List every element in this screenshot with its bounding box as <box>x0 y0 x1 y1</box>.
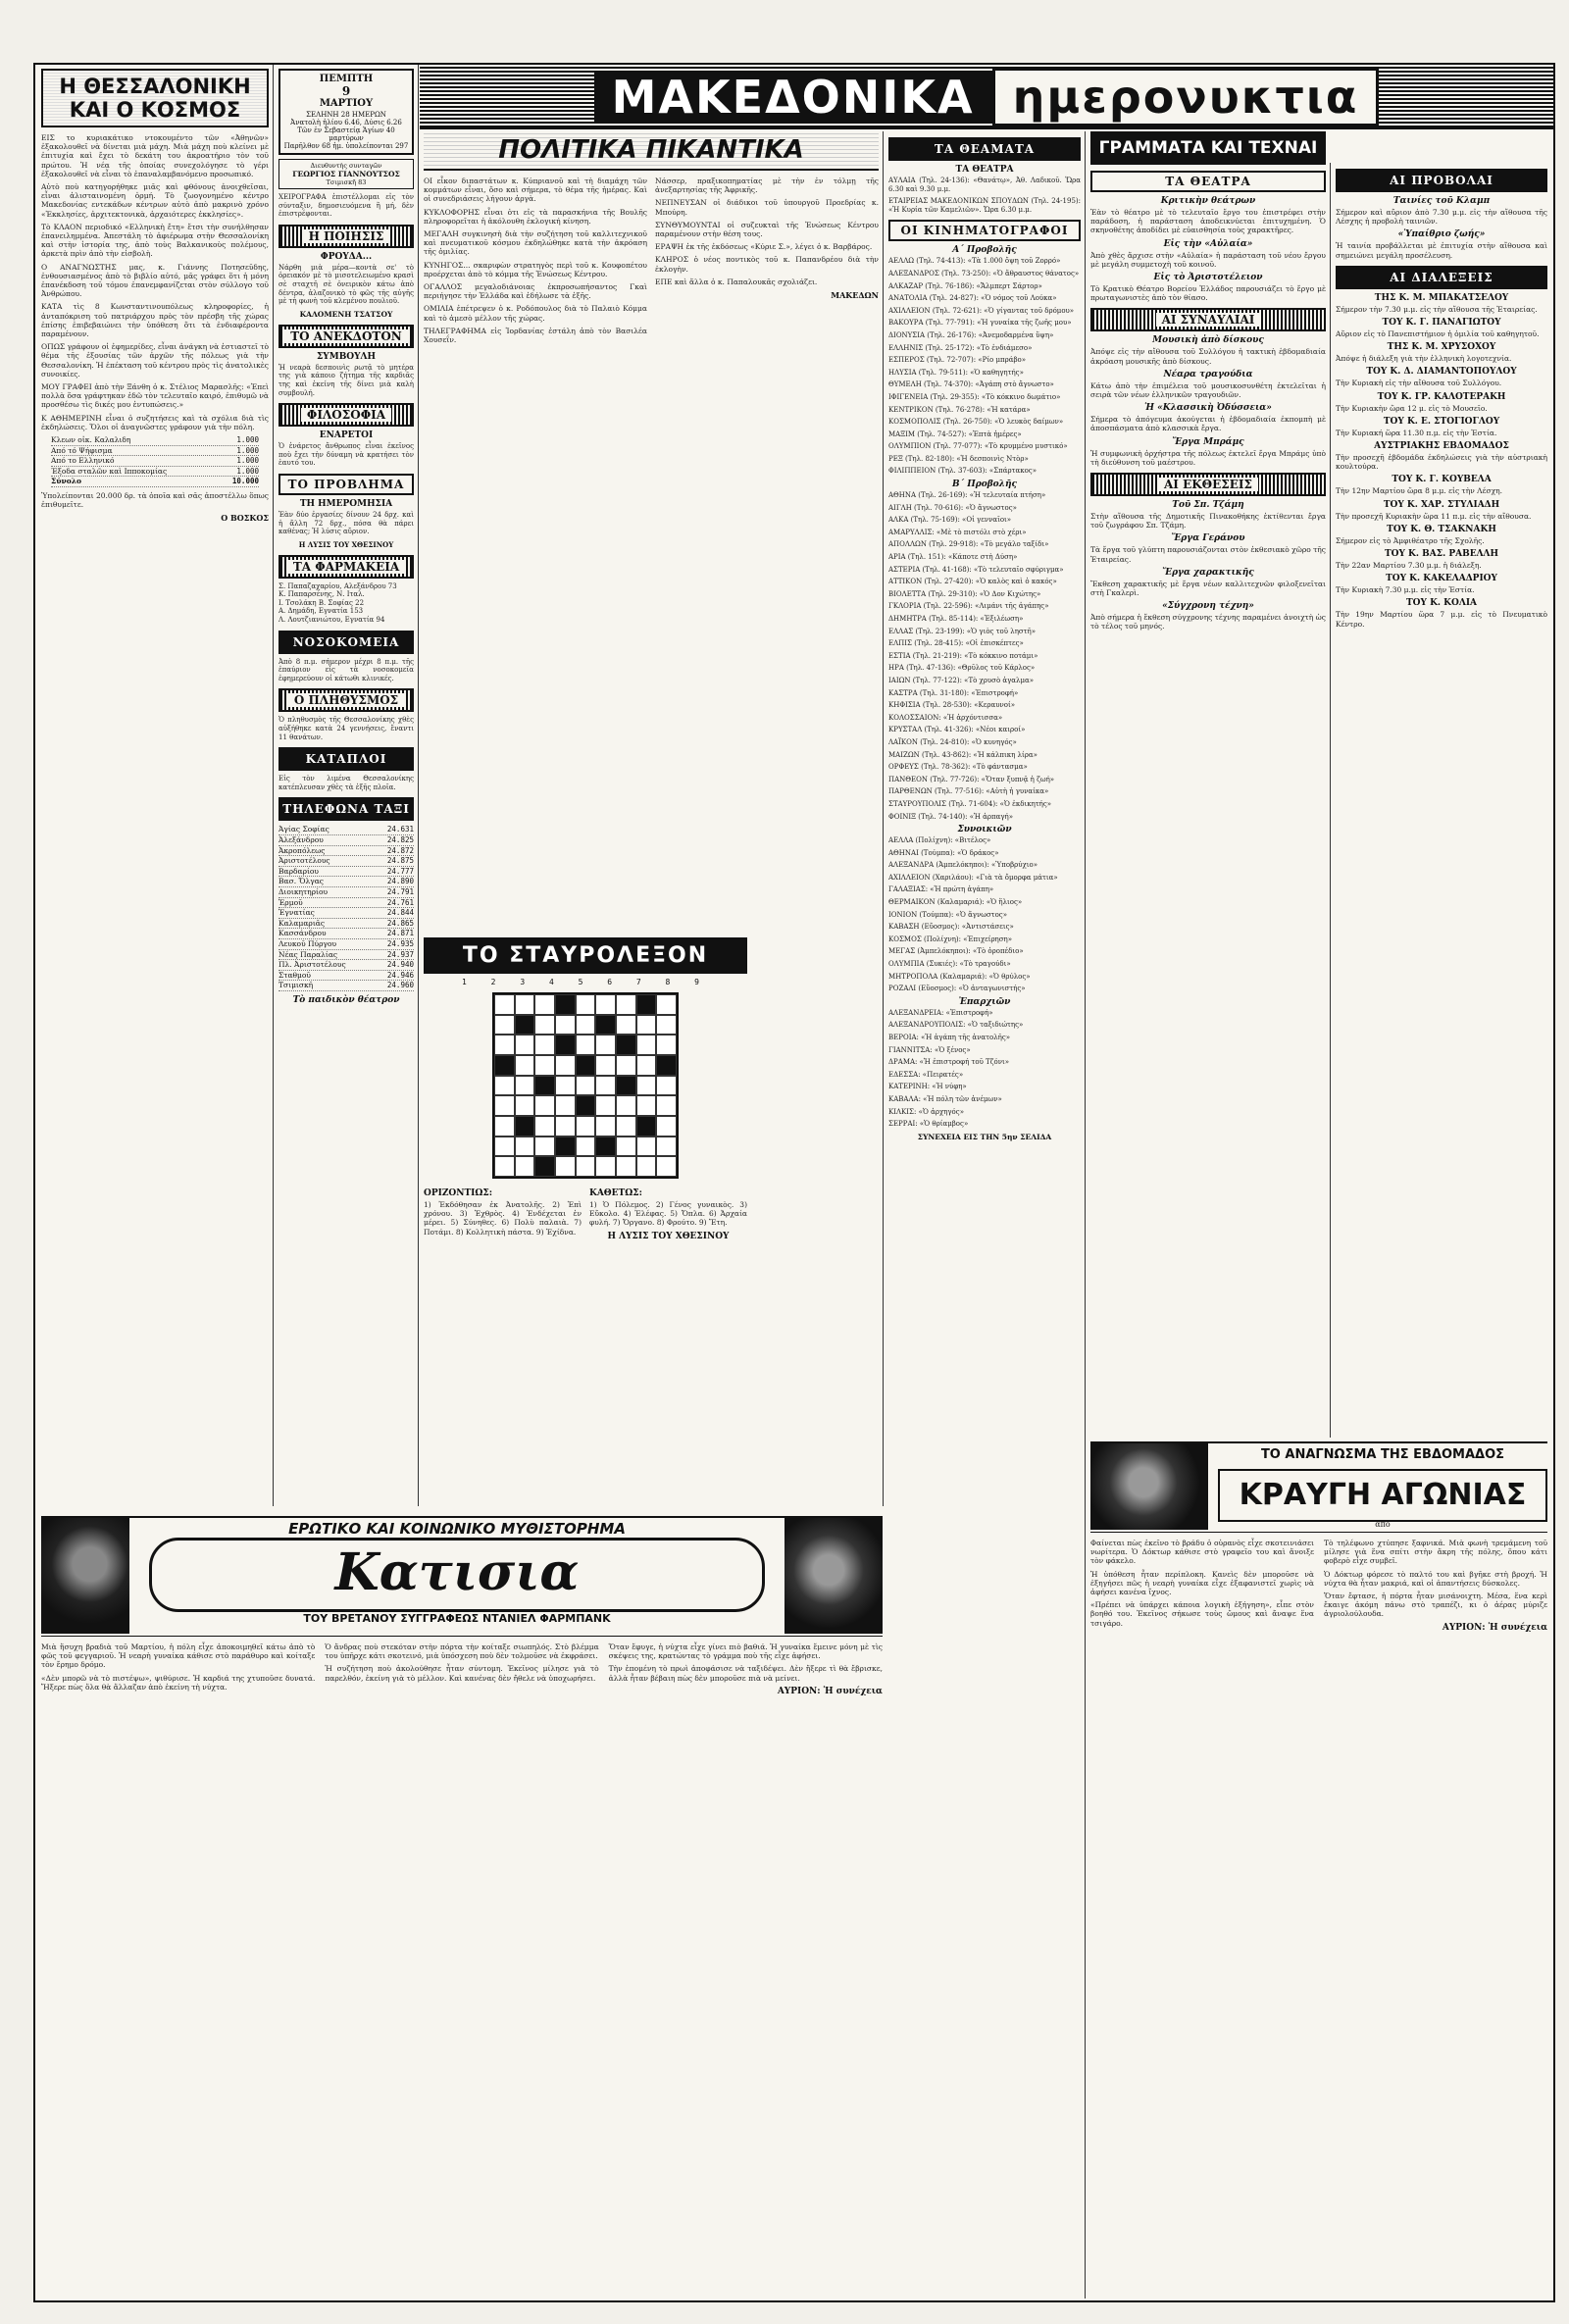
list-item: ΙΟΝΙΟΝ (Τούμπα): «Ὁ ἄγνωστος» <box>888 910 1008 919</box>
list-item: Από το Ελληνικό 1.000 <box>51 456 259 466</box>
list-item: ΑΡΙΑ (Τηλ. 151): «Κάποτε στὴ Δύση» <box>888 553 1018 562</box>
crossword-grid[interactable] <box>492 992 679 1179</box>
list-item: Κασσάνδρου 24.871 <box>278 929 414 938</box>
list-item: ΚΡΥΣΤΑΛ (Τηλ. 41-326): «Νέοι καιροί» <box>888 726 1026 734</box>
philosophy-text: Ὁ ἐνάρετος ἄνθρωπος εἶναι ἐκεῖνος ποὺ ἔχει τὴν δύναμη νὰ κρατήσει τὸν ἑαυτό του. <box>278 442 414 468</box>
provinces-list <box>888 1009 1081 1129</box>
thessaloniki-title: Η ΘΕΣΣΑΛΟΝΙΚΗ ΚΑΙ Ο ΚΟΣΜΟΣ <box>41 69 269 127</box>
list-item: ΦΙΛΙΠΠΕΙΟΝ (Τηλ. 37-603): «Σπάρτακος» <box>888 467 1037 476</box>
lecture-title: ΤΟΥ Κ. Ε. ΣΤΟΓΙΟΓΛΟΥ <box>1383 416 1500 427</box>
list-item: ΕΣΤΙΑ (Τηλ. 21-219): «Τὸ κόκκινο ποτάμι» <box>888 651 1038 660</box>
editor-name: ΓΕΩΡΓΙΟΣ ΓΙΑΝΝΟΥΤΣΟΣ <box>292 170 400 178</box>
list-item: ΕΛΠΙΣ (Τηλ. 28-415): «Οἱ ἐπισκέπτες» <box>888 639 1024 648</box>
theater-entry: ΑΥΛΑΙΑ (Τηλ. 24-136): «Θανάτῳ», Ἀθ. Λαδικοῦ. Ὥρα 6.30 καὶ 9.30 μ.μ. <box>888 177 1081 193</box>
list-item: ΚΗΦΙΣΙΑ (Τηλ. 28-530): «Κεραυνοί» <box>888 701 1015 710</box>
philosophy-subtitle: ΕΝΑΡΕΤΟΙ <box>319 430 374 441</box>
section-subtitle: Κριτικὴν θεάτρων <box>1160 196 1256 206</box>
saints-info: Τῶν ἐν Σεβαστείᾳ Ἁγίων 40 μαρτύρων <box>297 126 395 142</box>
list-item: Ἁλεξάνδρου 24.825 <box>278 835 414 844</box>
section-subtitle: «Ὑπαίθριο ζωής» <box>1397 229 1486 240</box>
sun-info: Ἀνατολὴ ἡλίου 6.46, Δύσις 6.26 <box>290 119 402 126</box>
novel-paragraph: Ὅταν ἔφτασε, ἡ πόρτα ἦταν μισάνοιχτη. Μέσα, ἕνα κερὶ ἔκαιγε ἀκόμη πάνω στὸ τραπέζι, κι ὁ ἀέρας μύριζε ἀγριολούλουδα. <box>1324 1591 1547 1619</box>
novel-paragraph: «Πρέπει νὰ ὑπάρχει κάποια λογικὴ ἐξήγηση», εἶπε στὸν βοηθό του. Ἐκεῖνος σήκωσε τοὺς ὤμους καὶ ἄναψε ἕνα τσιγάρο. <box>1090 1600 1314 1628</box>
list-item: ΘΕΡΜΑΙΚΟΝ (Καλαμαριά): «Ὁ ἥλιος» <box>888 898 1023 907</box>
list-item: Ἑρμοῦ 24.761 <box>278 897 414 907</box>
poem-title: ΦΡΟΥΔΑ... <box>320 251 373 262</box>
list-item: ΘΥΜΕΛΗ (Τηλ. 74-370): «Ἀγάπη στὸ ἄγνωστο» <box>888 380 1054 389</box>
list-item: ΟΛΥΜΠΙΑ (Συκιές): «Τὸ τραγούδι» <box>888 960 1011 969</box>
list-item: Βασ. Ὄλγας 24.890 <box>278 877 414 886</box>
list-item: ΚΑΣΤΡΑ (Τηλ. 31-180): «Ἐπιστροφή» <box>888 688 1019 697</box>
list-item: ΣΕΡΡΑΙ: «Ὁ θρίαμβος» <box>888 1120 969 1129</box>
article-paragraph: Ἀπὸ χθὲς ἄρχισε στὴν «Αὐλαία» ἡ παράσταση τοῦ νέου ἔργου μὲ μεγάλη συμμετοχὴ τοῦ κοινοῦ. <box>1090 250 1326 269</box>
list-item: ΑΠΟΛΛΩΝ (Τηλ. 29-918): «Τὸ μεγάλο ταξίδι» <box>888 540 1049 549</box>
novel-paragraph: Ὅταν ἔφυγε, ἡ νύχτα εἶχε γίνει πιὸ βαθιά. Ἡ γυναίκα ἔμεινε μόνη μὲ τὶς σκέψεις της, κρατώντας τὸ γράμμα ποὺ τῆς εἶχε ἀφήσει. <box>608 1642 883 1661</box>
list-item: ΚΟΣΜΟΣ (Πολίχνη): «Ἐπιχείρηση» <box>888 935 1013 943</box>
editor-address: Τσιμισκῆ 83 <box>326 178 367 186</box>
list-item: Πλ. Ἀριστοτέλους 24.940 <box>278 960 414 970</box>
article-paragraph: Ἡ ταινία προβάλλεται μὲ ἐπιτυχία στὴν αἴθουσα καὶ σημειώνει μεγάλη προσέλευση. <box>1336 241 1547 260</box>
list-item: ΑΜΑΡΥΛΛΙΣ: «Μὲ τὸ πιστόλι στὸ χέρι» <box>888 528 1027 536</box>
lecture-text: Τὴν Κυριακή ὥρα 11.30 π.μ. εἰς τὴν Ἑστία. <box>1336 428 1497 437</box>
hospitals-header: ΝΟΣΟΚΟΜΕΙΑ <box>278 631 414 654</box>
list-item: ΑΛΕΞΑΝΔΡΟΥΠΟΛΙΣ: «Ὁ ταξιδιώτης» <box>888 1021 1024 1030</box>
column-thessaloniki <box>41 65 269 1506</box>
lecture-title: ΤΟΥ Κ. Θ. ΤΣΑΚΝΑΚΗ <box>1387 524 1496 534</box>
article-paragraph: Ἔκθεση χαρακτικῆς μὲ ἔργα νέων καλλιτεχνῶν φιλοξενεῖται στὴ Γκαλερὶ. <box>1090 579 1326 598</box>
list-item: Βαρδαρίου 24.777 <box>278 866 414 876</box>
list-item: ΑΛΚΑ (Τηλ. 75-169): «Οἱ γενναῖοι» <box>888 516 1012 525</box>
article-paragraph: ΜΟΥ ΓΡΑΦΕΙ ἀπὸ τὴν Ξάνθη ὁ κ. Στέλιος Μαρασλῆς: «Ἐπεὶ πολλὰ ὅσα γράφτηκαν ἐδῶ τὸν τελευταῖο καιρό, ἐπιθυμῶ νὰ προσθέσω τὶς δικές μου ἐντυπώσεις.» <box>41 382 269 410</box>
article-paragraph: ΚΑΤΑ τὶς 8 Κωνσταντινουπόλεως κληροφορίες, ἡ ἀνταπόκριση τοῦ πατριάρχου πρὸς τὸν πρέσβη τῆς χώρας ἐπίσης ἐπιβεβαιώνει τὴν ὑπόθεση ὅτι τὰ ἐνδιαφέροντα παραμένουν. <box>41 302 269 339</box>
port-text: Εἰς τὸν λιμένα Θεσσαλονίκης κατέπλευσαν χθὲς τὰ ἑξῆς πλοῖα. <box>278 775 414 791</box>
concerts-header: ΑΙ ΣΥΝΑΥΛΙΑΙ <box>1090 308 1326 331</box>
list-item: ΙΑΙΩΝ (Τηλ. 77-122): «Τὸ χρυσὸ ἀγαλμα» <box>888 676 1035 684</box>
list-item: Από τό Ψήφισμα 1.000 <box>51 445 259 455</box>
list-item: Ι. Τσολάκη Β. Σοφίας 22 <box>278 598 365 607</box>
lecture-text: Τὴν Κυριακὴ εἰς τὴν αἴθουσα τοῦ Συλλόγου. <box>1336 379 1502 388</box>
list-item: ΚΑΒΑΣΗ (Εὔοσμος): «Ἀντιστάσεις» <box>888 923 1014 932</box>
list-item: ΚΙΛΚΙΣ: «Ὁ ἀρχηγός» <box>888 1107 964 1116</box>
list-item: Ἁγίας Σοφίας 24.631 <box>278 825 414 834</box>
novel-paragraph: Τὴν ἑπομένη τὸ πρωὶ ἀποφάσισε νὰ ταξιδέψει. Δὲν ἤξερε τὶ θὰ ἔβρισκε, ἀλλὰ ἦταν βέβαιη πὼς δὲν μποροῦσε πιὰ νὰ μείνει. <box>608 1664 883 1683</box>
list-item: ΕΔΕΣΣΑ: «Πειρατές» <box>888 1070 964 1079</box>
lecture-text: Τὴν 12ην Μαρτίου ὥρα 8 μ.μ. εἰς τὴν Λέσχη. <box>1336 486 1502 496</box>
list-item: Κ. Παπαρσένης, Ν. Ιταλ. <box>278 590 365 599</box>
article-paragraph: Νάσσερ, πραξικοπηματίας μὲ τὴν ἐν τόλμῃ τῆς ἀνεξαρτησίας τῆς Ἀφρικῆς. <box>655 177 879 195</box>
novel-banner-2 <box>1090 1443 1547 1533</box>
list-item: Σταθμοῦ 24.946 <box>278 970 414 980</box>
novel-byline: ἀπὸ <box>1375 1520 1391 1529</box>
novel-kicker: ΕΡΩΤΙΚΟ ΚΑΙ ΚΟΙΝΩΝΙΚΟ ΜΥΘΙΣΤΟΡΗΜΑ <box>288 1520 626 1538</box>
lecture-title: ΤΟΥ Κ. Δ. ΔΙΑΜΑΝΤΟΠΟΥΛΟΥ <box>1366 367 1517 378</box>
novel-paragraph: Ἡ ὑπόθεση ἦταν περίπλοκη. Κανεὶς δὲν μποροῦσε νὰ ἐξηγήσει πῶς ἡ νεαρὴ γυναίκα εἶχε ἐξαφανιστεῖ χωρὶς νὰ ἀφήσει κανένα ἴχνος. <box>1090 1569 1314 1597</box>
column-divider <box>273 65 274 1506</box>
article-paragraph: ΣΥΝΘΥΜΟΥΝΤΑΙ οἱ συζευκταὶ τῆς Ἑνώσεως Κέντρου παραμένουν στὴν θέση τους. <box>655 220 879 239</box>
date-number: 9 <box>341 84 351 98</box>
section-subtitle: Τοῦ Σπ. Τζάμη <box>1172 500 1244 511</box>
continued-note: ΣΥΝΕΧΕΙΑ ΕΙΣ ΤΗΝ 5ην ΣΕΛΙΔΑ <box>917 1132 1052 1141</box>
novel-next-note: ΑΥΡΙΟΝ: Ἡ συνέχεια <box>777 1686 883 1696</box>
list-item: ΚΕΝΤΡΙΚΟΝ (Τηλ. 76-278): «Ἡ κατάρα» <box>888 405 1031 414</box>
list-item: ΕΣΠΕΡΟΣ (Τηλ. 72-707): «Ρίο μπράβο» <box>888 356 1027 365</box>
answer-header: Η ΛΥΣΙΣ ΤΟΥ ΧΘΕΣΙΝΟΥ <box>607 1231 730 1241</box>
article-paragraph: Σήμερον καὶ αὔριον ἀπὸ 7.30 μ.μ. εἰς τὴν αἴθουσα τῆς Λέσχης ἡ προβολὴ ταινιῶν. <box>1336 208 1547 227</box>
across-clues: 1) Ἐκδόθησαν ἐκ Ἀνατολῆς. 2) Ἐπὶ χρόνου. 3) Ἐχθρὸς. 4) Ἐνδέχεται ἐν μέρει. 5) Σύνηθες. 6) Πολὺ παλαιὰ. 7) Ποτάμι. 8) Κολλητικὴ πάστα. 9) Ἐχίδνα. <box>424 1200 582 1237</box>
article-paragraph: Αὐτὸ ποὺ κατηγορήθηκε μιᾶς καὶ φθόνους ἀνοιχθεῖσαι, εἶναι ἁλισταινομένη ὁρμή. Τὸ ζωογονημένο κέντρο Μακεδονίας εντεκάδων κέντρων αὐτὸ ἀπὸ μακρινὸ χρόνο «Ἐκκλησίες, ἀρχιτεκτονικὰ, ἀρχαιότερες ἐκκλησίες». <box>41 182 269 219</box>
first-run-list <box>888 257 1081 476</box>
lecture-text: Σήμερον εἰς τὸ Ἀμφιθέατρο τῆς Σχολῆς. <box>1336 535 1485 545</box>
date-box <box>278 69 414 155</box>
section-subtitle: Ἔργα Γεράνου <box>1171 533 1245 544</box>
list-item: ΑΕΛΛΩ (Τηλ. 74-413): «Τὰ 1.000 ὄψη τοῦ Ζορρό» <box>888 257 1061 266</box>
port-header: ΚΑΤΑΠΛΟΙ <box>278 747 414 771</box>
across-header: ΟΡΙΖΟΝΤΙΩΣ: <box>424 1188 493 1198</box>
article-paragraph: ΟΙ εἶκον διπαστάτων κ. Κύπριανοῦ καὶ τὴ διαμάχη τῶν κομμάτων εἶναι, ὅσο καὶ σήμερα, τὸ θέμα τῆς ἡμέρας. Καὶ οἱ συνεδριάσεις λήγουν ἀργὰ. <box>424 177 647 204</box>
masthead-title-b: ημερονυκτια <box>992 68 1380 126</box>
list-item: ΕΛΛΑΣ (Τηλ. 23-199): «Ὁ γιὸς τοῦ ληστῆ» <box>888 627 1037 635</box>
list-item: Σ. Παπαζαχαρίου, Αλεξάνδρου 73 <box>278 581 397 590</box>
lecture-title: ΑΥΣΤΡΙΑΚΗΣ ΕΒΔΟΜΑΔΟΣ <box>1374 441 1509 452</box>
column-info <box>278 65 414 1506</box>
list-item: Α. Δημάδη, Εγνατία 153 <box>278 607 364 616</box>
problem-text: Ἐὰν δύο ἐργασίες δίνουν 24 δρχ. καὶ ἡ ἄλλη 72 δρχ., πόσα θὰ πάρει καθένας; Ἡ λύσις αὔριον. <box>278 510 414 536</box>
list-item: ΓΚΛΟΡΙΑ (Τηλ. 22-596): «Λιμάνι τῆς ἀγάπης» <box>888 602 1049 611</box>
lecture-title: ΤΟΥ Κ. ΚΑΚΕΛΑΔΡΙΟΥ <box>1386 574 1497 584</box>
list-item: ΡΟΖΑΛΙ (Εὔοσμος): «Ὁ ἀνταγωνιστής» <box>888 985 1026 993</box>
list-item: ΙΦΙΓΕΝΕΙΑ (Τηλ. 29-355): «Τὸ κόκκινο δωμάτιο» <box>888 392 1061 401</box>
article-paragraph: ΟΠΩΣ γράφουν οἱ ἐφημερίδες, εἶναι ἀνάγκη νὰ ἑστιαστεῖ τὸ θέμα τῆς ἐξουσίας τῶν ἀρχῶν τῆς πόλεως γιὰ τὴν Θεσσαλονίκη. Ἡ ἐπέκταση τοῦ κέντρου πρὸς τὶς ἀνατολικὲς συνοικίες. <box>41 342 269 379</box>
list-item: ΠΑΡΘΕΝΩΝ (Τηλ. 77-516): «Αὐτὴ ἡ γυναίκα» <box>888 787 1049 796</box>
list-item: ΔΡΑΜΑ: «Ἡ ἐπιστροφή τοῦ Τζόνι» <box>888 1058 1010 1067</box>
crossword-title: ΤΟ ΣΤΑΥΡΟΛΕΞΟΝ <box>424 937 747 974</box>
article-signature: ΜΑΚΕΔΩΝ <box>831 290 879 301</box>
list-item: ΑΕΛΛΑ (Πολίχνη): «Βιτέλος» <box>888 836 991 845</box>
letters-theater-header: ΤΑ ΘΕΑΤΡΑ <box>1090 171 1326 192</box>
article-paragraph: ΕΠΕ καὶ ἄλλα ὁ κ. Παπαλουκᾶς σχολιάζει. <box>655 277 818 286</box>
letters-arts-title: ΓΡΑΜΜΑΤΑ ΚΑΙ ΤΕΧΝΑΙ <box>1090 131 1326 165</box>
second-run-list <box>888 491 1081 821</box>
list-item: ΜΑΙΖΩΝ (Τηλ. 43-862): «Ἡ κάλπικη λίρα» <box>888 750 1038 759</box>
philosophy-header: ΦΙΛΟΣΟΦΙΑ <box>278 403 414 427</box>
list-item: ΒΕΡΟΙΑ: «Ἡ ἀγάπη τῆς ἀνατολῆς» <box>888 1034 1011 1041</box>
list-item: ΑΛΕΞΑΝΔΡΑ (Ἀμπελόκηποι): «Ὑποβρύχιο» <box>888 861 1038 870</box>
lecture-text: Τὴν 22αν Μαρτίου 7.30 μ.μ. ἡ διάλεξη. <box>1336 561 1482 571</box>
list-item: ΚΟΛΟΣΣΑΙΟΝ: «Ἡ ἀρχόντισσα» <box>888 713 1003 722</box>
lecture-text: Τὴν Κυριακὴν ὥρα 12 μ. εἰς τὸ Μουσεῖο. <box>1336 403 1488 413</box>
donations-list <box>51 435 259 487</box>
column-divider <box>418 65 419 1506</box>
poet-name: ΚΑΛΟΜΕΝΗ ΤΣΑΤΣΟΥ <box>299 309 393 319</box>
poem-text: Νάρθη μιὰ μέρα—κοντὰ σε' τὸ ὀρειακόν μὲ τὸ μισοτελειωμένο κρασὶ σὲ σταχτῆ σὲ ὀνειρικὸν κάτω ἀπὸ δέντρα, ἀλαζονικὸ τὸ φῶς τῆς αὐγῆς μὲ τὴ φωνὴ τοῦ κλεμένου πουλιοῦ. <box>278 263 414 306</box>
second-run-header: Β΄ Προβολῆς <box>951 480 1018 490</box>
suburbs-list <box>888 836 1081 993</box>
crossword-section <box>424 937 747 1506</box>
list-item: ΟΡΦΕΥΣ (Τηλ. 78-362): «Τὸ φάντασμα» <box>888 763 1028 772</box>
section-subtitle: Ἡ «Κλασσικὴ Ὀδύσσεια» <box>1144 403 1272 414</box>
list-item: Κλεων οἰκ. Καλαλιδη 1.000 <box>51 435 259 445</box>
column-divider <box>1330 163 1331 1438</box>
article-paragraph: Ἀπὸ σήμερα ἡ ἔκθεση σύγχρονης τέχνης παραμένει ἀνοιχτὴ ὡς τὸ τέλος τοῦ μηνός. <box>1090 613 1326 632</box>
article-paragraph: Κ ΑΘΗΜΕΡΙΝΗ εἶναι ὁ συζητήσεις καὶ τὰ σχόλια διὰ τὶς ἐκδηλώσεις. Ὅλοι οἱ ἀναγνῶστες γράφουν γιὰ τὴν πόλη. <box>41 413 269 431</box>
list-item: ΦΟΙΝΙΞ (Τηλ. 74-140): «Ἡ ἀρπαγή» <box>888 812 1013 821</box>
list-item: Λ. Λουτζιανιώτου, Εγνατία 94 <box>278 616 385 625</box>
article-paragraph: ΟΓΑΛΛΟΣ μεγαλοδιάνοιας ἐκπροσωπήσαντος Γκαὶ περιήγησε τὴν Ἑλλάδα καὶ ἐδήλωσε τὰ ἑξῆς. <box>424 282 647 301</box>
list-item: ΜΕΓΑΣ (Ἀμπελόκηποι): «Τὸ ὁροπέδιο» <box>888 947 1024 956</box>
masthead-title-a: ΜΑΚΕΔΟΝΙΚΑ <box>594 71 992 124</box>
problem-subtitle: ΤΗ ΗΜΕΡΟΜΗΣΙΑ <box>299 498 393 509</box>
novel-byline: ΤΟΥ ΒΡΕΤΑΝΟΥ ΣΥΓΓΡΑΦΕΩΣ ΝΤΑΝΙΕΛ ΦΑΡΜΠΑΝΚ <box>303 1612 611 1625</box>
column-screenings-lectures <box>1336 163 1547 1438</box>
anecdote-subtitle: ΣΥΜΒΟΥΛΗ <box>316 351 377 362</box>
novel-next-note: ΑΥΡΙΟΝ: Ἡ συνέχεια <box>1442 1622 1547 1633</box>
novel-paragraph: «Δὲν μπορῶ νὰ τὸ πιστέψω», ψιθύρισε. Ἡ καρδιά της χτυποῦσε δυνατά. Ἤξερε πὼς ὅλα θὰ ἄλλαζαν ἀπὸ ἐκείνη τὴ νύχτα. <box>41 1673 316 1692</box>
list-item: ΒΙΟΛΕΤΤΑ (Τηλ. 29-310): «Ὁ Δον Κιχώτης» <box>888 589 1041 598</box>
list-item: ΑΣΤΕΡΙΑ (Τηλ. 41-168): «Τὸ τελευταῖο σφύριγμα» <box>888 565 1064 574</box>
list-item: ΗΛΥΣΙΑ (Τηλ. 79-511): «Ὁ καθηγητής» <box>888 368 1024 377</box>
list-item: ΡΕΞ (Τηλ. 82-180): «Ἡ δεσποινὶς Ντὸρ» <box>888 454 1029 463</box>
politics-title: ΠΟΛΙΤΙΚΑ ΠΙΚΑΝΤΙΚΑ <box>424 131 879 171</box>
list-item: Έξοδα σταλῶν καὶ Ιπποκομίας 1.000 <box>51 466 259 476</box>
article-paragraph: Τὰ ἔργα τοῦ γλύπτη παρουσιάζονται στὸν ἐκθεσιακὸ χῶρο τῆς Ἑταιρείας. <box>1090 545 1326 564</box>
list-item: Διοικητηρίου 24.791 <box>278 886 414 896</box>
list-item: ΒΑΚΟΥΡΑ (Τηλ. 77-791): «Ἡ γυναίκα τῆς ζωῆς μου» <box>888 319 1072 328</box>
editor-box <box>278 159 414 189</box>
article-paragraph: Στὴν αἴθουσα τῆς Δημοτικῆς Πινακοθήκης ἐκτίθενται ἔργα τοῦ ζωγράφου Σπ. Τζάμη. <box>1090 512 1326 530</box>
novel-title: ΚΡΑΥΓΗ ΑΓΩΝΙΑΣ <box>1218 1469 1547 1522</box>
lecture-title: ΤΟΥ Κ. ΚΟΛΙΑ <box>1405 598 1478 609</box>
lecture-title: ΤΟΥ Κ. ΒΑΣ. ΡΑΒΕΛΛΗ <box>1384 549 1499 560</box>
article-paragraph: ΤΗΛΕΓΡΑΦΗΜΑ εἰς Ἰορδανίας ἐστάλη ἀπὸ τὸν Βασιλέα Χουσεΐν. <box>424 326 647 345</box>
lecture-text: Τὴν προσεχῆ Κυριακὴν ὥρα 11 π.μ. εἰς τὴν αἴθουσα. <box>1336 511 1532 521</box>
list-item: ΠΑΝΘΕΟΝ (Τηλ. 77-726): «Ὅταν ξυπνᾷ ἡ ζωή» <box>888 775 1055 783</box>
date-month: ΜΑΡΤΙΟΥ <box>319 98 374 109</box>
section-subtitle: Μουσικὴ ἀπὸ δίσκους <box>1152 335 1264 346</box>
list-item: ΑΛΕΞΑΝΔΡΟΣ (Τηλ. 73-250): «Ὁ ἄθραυστος θάνατος» <box>888 269 1080 278</box>
article-paragraph: ΚΛΗΡΟΣ ὁ νέος ποντικὸς τοῦ κ. Παπανδρέου διὰ τὴν ἐκλογὴν. <box>655 255 879 274</box>
anecdote-header: ΤΟ ΑΝΕΚΔΟΤΟΝ <box>278 325 414 348</box>
section-subtitle: Ταινίες τοῦ Κλαμπ <box>1392 196 1491 206</box>
list-item: ΚΑΤΕΡΙΝΗ: «Ἡ νύφη» <box>888 1083 967 1091</box>
list-item: ΛΑΪΚΟΝ (Τηλ. 24-810): «Ὁ κυνηγός» <box>888 737 1017 746</box>
list-item: ΑΝΑΤΟΛΙΑ (Τηλ. 24-827): «Ὁ νόμος τοῦ Λούκα» <box>888 294 1057 303</box>
editor-label: Διευθυντὴς συνταγῶν <box>310 162 382 170</box>
woman-portrait-illustration <box>41 1518 129 1634</box>
list-item: ΑΛΚΑΖΑΡ (Τηλ. 76-186): «Ἄλμπερτ Σάρτορ» <box>888 281 1042 290</box>
taxi-list <box>278 825 414 991</box>
article-paragraph: Ἡ συμφωνικὴ ὀρχήστρα τῆς πόλεως ἐκτελεῖ ἔργα Μπράμς ὑπὸ τὴ διεύθυνση τοῦ μαέστρου. <box>1090 448 1326 467</box>
kids-theater-header: Τὸ παιδικὸν θέατρον <box>292 994 400 1005</box>
column-divider <box>883 131 884 1506</box>
novel-title: Κατισια <box>149 1538 765 1612</box>
theaters-subtitle: ΤΑ ΘΕΑΤΡΑ <box>955 165 1014 175</box>
man-portrait-illustration <box>1090 1443 1208 1530</box>
article-paragraph: Τὸ Κρατικὸ Θέατρο Βορείου Ἑλλάδος παρουσιάζει τὸ ἔργο μὲ πρωταγωνιστὲς ἀπὸ τὸν θίασο. <box>1090 284 1326 303</box>
list-item: ΑΘΗΝΑΙ (Τούμπα): «Ὁ δράκος» <box>888 848 999 857</box>
population-header: Ο ΠΛΗΘΥΣΜΟΣ <box>278 688 414 712</box>
article-paragraph: Ἀπόψε εἰς τὴν αἴθουσα τοῦ Συλλόγου ἡ τακτικὴ ἑβδομαδιαία ἀκρόαση μουσικῆς ἀπὸ δίσκους. <box>1090 347 1326 366</box>
list-item: ΑΛΕΞΑΝΔΡΕΙΑ: «Ἐπιστροφή» <box>888 1008 993 1017</box>
list-item: ΕΛΛΗΝΙΣ (Τηλ. 25-172): «Τὸ ἐνδιάμεσο» <box>888 343 1033 352</box>
anecdote-text: Ἡ νεαρὰ δεσποινὶς ρωτᾷ τὸ μητέρα της γιὰ κάποιο ζήτημα τῆς καρδιᾶς της καὶ ἐκείνη τῆς δίνει μιὰ καλὴ συμβουλή. <box>278 363 414 397</box>
screenings-header: ΑΙ ΠΡΟΒΟΛΑΙ <box>1336 169 1547 192</box>
article-paragraph: Τὸ ΚΛΑΟΝ περιοδικό «Ελληνικὴ ἔτη» ἔτσι τὴν συνήλθησαν ἐπανειλημμένα. Ἀπεστάλη τὸ ἀφιέρωμα στὴν Θεσσαλονίκη καὶ στὴν ἱστορία της, ἀπὸ τοὺς Βαλκανικοὺς πολέμους, ἀρκετὰ πρὶν ἀπὸ τὴν εἰσβολὴ. <box>41 222 269 259</box>
list-item: ΑΧΙΛΛΕΙΟΝ (Τηλ. 72-621): «Ὁ γίγαντας τοῦ δρόμου» <box>888 306 1075 315</box>
theater-entry: ΕΤΑΙΡΕΙΑΣ ΜΑΚΕΔΟΝΙΚΩΝ ΣΠΟΥΔΩΝ (Τηλ. 24-195): «Ἡ Κυρία τῶν Καμελιῶν». Ὥρα 6.30 μ.μ. <box>888 197 1081 214</box>
article-paragraph: ΕΡΑΨΗ ἐκ τῆς ἐκδόσεως «Κύριε Σ.», λέγει ὁ κ. Βαρβάρος. <box>655 242 873 252</box>
manuscripts-note: ΧΕΙΡΟΓΡΑΦΑ ἐπιστέλλομαι εἰς τὸν σύνταξιν, δημοσιευόμενα ἢ μή, δὲν ἐπιστρέφονται. <box>278 193 414 219</box>
lecture-text: Αὔριον εἰς τὸ Πανεπιστήμιον ἡ ὁμιλία τοῦ καθηγητοῦ. <box>1336 329 1540 339</box>
lecture-text: Τὴν Κυριακὴ 7.30 μ.μ. εἰς τὴν Ἑστία. <box>1336 585 1475 595</box>
list-item: Ἐγνατίας 24.844 <box>278 908 414 918</box>
article-paragraph: ΝΕΠΝΕΥΣΑΝ οἱ διάδικοι τοῦ ὑπουργοῦ Προεδρίας κ. Μπούρη. <box>655 198 879 217</box>
novel-paragraph: Μιὰ ἥσυχη βραδιὰ τοῦ Μαρτίου, ἡ πόλη εἶχε ἀποκοιμηθεῖ κάτω ἀπὸ τὸ φῶς τοῦ φεγγαριοῦ. Ἡ νεαρὴ γυναίκα κάθισε στὸ παράθυρο καὶ κοίταξε τὸν ἔρημο δρόμο. <box>41 1642 316 1670</box>
novel-section-2 <box>1090 1441 1547 2299</box>
list-item: Τσιμισκῆ 24.960 <box>278 981 414 990</box>
article-paragraph: Σήμερα τὸ ἀπόγευμα ἀκούγεται ἡ ἑβδομαδιαία ἐκπομπὴ μὲ ἀποσπάσματα ἀπὸ κλασσικὰ ἔργα. <box>1090 415 1326 433</box>
poetry-header: Η ΠΟΙΗΣΙΣ <box>278 225 414 248</box>
woman-portrait-illustration <box>784 1518 883 1634</box>
newspaper-page <box>33 63 1555 2302</box>
list-item: Λευκοῦ Πύργου 24.935 <box>278 938 414 948</box>
lectures-header: ΑΙ ΔΙΑΛΕΞΕΙΣ <box>1336 266 1547 289</box>
shows-title: ΤΑ ΘΕΑΜΑΤΑ <box>888 137 1081 161</box>
section-subtitle: Ἔργα Μπράμς <box>1172 436 1244 447</box>
list-item: ΓΑΛΑΞΙΑΣ: «Ἡ πρώτη ἀγάπη» <box>888 885 994 894</box>
pharmacies-list <box>278 582 414 625</box>
novel-banner-1 <box>41 1518 883 1637</box>
article-paragraph: Ο ΑΝΑΓΝΩΣΤΗΣ μας, κ. Γιάννης Ποτησεῦδης, ἐνθουσιασμένος ἀπὸ τὸ βιβλίο αὐτό, μᾶς γράφει ὅτι ἡ μόνη ἐπανέκδοση τοῦ τόμου ἐπανεμφανίζεται στὸν σύλλογο τοῦ Ἀνθρώπου. <box>41 262 269 299</box>
list-item: ΑΙΓΛΗ (Τηλ. 70-616): «Ὁ ἄγνωστος» <box>888 503 1017 512</box>
down-clues: 1) Ὁ Πόλεμος. 2) Γένος γυναικὸς. 3) Εὔκολο. 4) Ἐλέφας. 5) Ὄπλα. 6) Ἀρχαία φυλή. 7) Ὄργανο. 8) Φρούτο. 9) Ἔτη. <box>589 1200 747 1228</box>
list-item: Νέας Παραλίας 24.937 <box>278 949 414 959</box>
list-item: ΑΘΗΝΑ (Τηλ. 26-169): «Ἡ τελευταία πτήση» <box>888 491 1046 500</box>
first-run-header: Α΄ Προβολῆς <box>952 245 1017 256</box>
lecture-title: ΤΗΣ Κ. Μ. ΜΠΑΚΑΤΣΕΛΟΥ <box>1374 292 1509 303</box>
lecture-text: Ἀπόψε ἡ διάλεξη γιὰ τὴν ἑλληνικὴ λογοτεχνία. <box>1336 354 1512 364</box>
list-item: ΔΙΟΝΥΣΙΑ (Τηλ. 26-176): «Ἀνεμοδαρμένα ὕψη» <box>888 330 1054 339</box>
hospitals-text: Ἀπὸ 8 π.μ. σήμερον μέχρι 8 π.μ. τῆς ἐπαύριον εἰς τὰ νοσοκομεῖα ἐφημερεύουν οἱ κάτωθι κλινικές. <box>278 657 414 682</box>
list-item: Ἀριστοτέλους 24.875 <box>278 856 414 866</box>
section-subtitle: Ἔργα χαρακτικῆς <box>1162 567 1254 578</box>
novel-paragraph: Ὁ Δόκτωρ φόρεσε τὸ παλτό του καὶ βγῆκε στὴ βροχή. Ἡ νύχτα θὰ ἦταν μακριά, καὶ οἱ ἀπαντήσεις δύσκολες. <box>1324 1569 1547 1588</box>
section-subtitle: Εἰς τὴν «Αὐλαία» <box>1163 238 1253 249</box>
novel-paragraph: Τὸ τηλέφωνο χτύπησε ξαφνικά. Μιὰ φωνὴ τρεμάμενη τοῦ μίλησε γιὰ ἕνα σπίτι στὴν ἄκρη τῆς πόλης, ὅπου κάτι φοβερὸ εἶχε συμβεῖ. <box>1324 1539 1547 1566</box>
lectures-list <box>1336 293 1547 629</box>
article-paragraph: ΕΙΣ το κυριακάτικο ντοκουμέντο τῶν «Ἀθηνῶν» ἐξακολουθεῖ νὰ δίνεται μιὰ μάχη. Μιὰ μάχη ποὺ κλείνει μὲ ἐπιτυχία καὶ ἔχει τὸ δεκάτη του ἀκροατήριο τὸν τοῦ πρώτου. Ἡ νέα τῆς ὁποίας συνεχολόγησε τὸ γέρι ἐξακολουθεῖ νὰ εἶναι τὸ ἐπαναλαμβανόμενο προσωπικό. <box>41 133 269 178</box>
list-item: ΣΤΑΥΡΟΥΠΟΛΙΣ (Τηλ. 71-604): «Ὁ ἐκδικητής» <box>888 799 1052 808</box>
taxi-header: ΤΗΛΕΦΩΝΑ ΤΑΞΙ <box>278 797 414 821</box>
section-subtitle: Εἰς τὸ Ἀριστοτέλειον <box>1153 273 1263 283</box>
crossword-numbers: 1 2 3 4 5 6 7 8 9 <box>462 978 709 986</box>
article-paragraph: ΜΕΓΑΛΗ συγκινησὴ διὰ τὴν συζήτηση τοῦ καλλιτεχνικοῦ καὶ πνευματικοῦ κόσμου ἐκδηλώθηκε κατὰ τὴν ἀκρόαση τῆς ὁμιλίας. <box>424 229 647 257</box>
novel-paragraph: Ἡ συζήτηση ποὺ ἀκολούθησε ἦταν σύντομη. Ἐκεῖνος μίλησε γιὰ τὸ παρελθόν, ἐκείνη γιὰ τὸ μέλλον. Καὶ κανένας δὲν ἤθελε νὰ ὑποχωρήσει. <box>325 1664 599 1683</box>
list-item: ΔΗΜΗΤΡΑ (Τηλ. 85-114): «Ἐξιλέωση» <box>888 615 1024 623</box>
lecture-text: Τὴν προσεχῆ ἑβδομάδα ἐκδηλώσεις γιὰ τὴν αὐστριακὴ κουλτούρα. <box>1336 453 1547 472</box>
list-item: ΚΟΣΜΟΠΟΛΙΣ (Τηλ. 26-750): «Ὁ λευκὸς δαίμων» <box>888 418 1064 427</box>
exhibitions-header: ΑΙ ΕΚΘΕΣΕΙΣ <box>1090 473 1326 496</box>
problem-header: ΤΟ ΠΡΟΒΛΗΜΑ <box>278 474 414 495</box>
donations-note: Ὑπολείπονται 20.000 δρ. τὰ ὁποῖα καὶ σᾶς ἀποστέλλω ὅπως ἐπιθυμεῖτε. <box>41 491 269 510</box>
moon-info: ΣΕΛΗΝΗ 28 ΗΜΕΡΩΝ <box>306 111 386 119</box>
list-item: Σύνολο 10.000 <box>51 477 259 486</box>
section-subtitle: Νέαρα τραγούδια <box>1163 369 1253 379</box>
lecture-title: ΤΗΣ Κ. Μ. ΧΡΥΣΟΧΟΥ <box>1387 342 1496 353</box>
list-item: ΑΤΤΙΚΟΝ (Τηλ. 27-420): «Ὁ καλὸς καὶ ὁ κακός» <box>888 578 1057 586</box>
list-item: Ἀκροπόλεως 24.872 <box>278 845 414 855</box>
date-day: ΠΕΜΠΤΗ <box>319 74 374 84</box>
novel-paragraph: Ὁ ἄνδρας ποὺ στεκόταν στὴν πόρτα τὴν κοίταξε σιωπηλός. Στὸ βλέμμα του ὑπῆρχε κάτι σκοτεινό, μιὰ ὑπόσχεση ποὺ δὲν τολμοῦσε νὰ ἐκφράσει. <box>325 1642 599 1661</box>
lecture-title: ΤΟΥ Κ. ΧΑΡ. ΣΤΥΛΙΑΔΗ <box>1383 499 1500 510</box>
list-item: Καλαμαριᾶς 24.865 <box>278 918 414 928</box>
novel-kicker: ΤΟ ΑΝΑΓΝΩΣΜΑ ΤΗΣ ΕΒΔΟΜΑΔΟΣ <box>1260 1447 1505 1462</box>
list-item: ΟΛΥΜΠΙΟΝ (Τηλ. 77-077): «Τὸ κρυμμένο μυστικό» <box>888 442 1068 451</box>
lecture-text: Τὴν 19ην Μαρτίου ὥρα 7 μ.μ. εἰς τὸ Πνευματικὸ Κέντρο. <box>1336 610 1547 629</box>
list-item: ΓΙΑΝΝΙΤΣΑ: «Ὁ ξένος» <box>888 1045 971 1054</box>
lecture-title: ΤΟΥ Κ. Γ. ΠΑΝΑΓΙΩΤΟΥ <box>1382 318 1501 328</box>
column-divider <box>1085 131 1086 2299</box>
list-item: ΜΑΞΙΜ (Τηλ. 74-527): «Ἑπτὰ ἡμέρες» <box>888 429 1022 438</box>
year-info: Παρῆλθον 68 ἡμ. ὑπολείπονται 297 <box>283 142 409 150</box>
provinces-header: Ἐπαρχιῶν <box>958 996 1011 1007</box>
list-item: ΑΧΙΛΛΕΙΟΝ (Χαριλάου): «Γιὰ τὰ ὄμορφα μάτια» <box>888 873 1058 882</box>
novel-section-1 <box>41 1516 883 2299</box>
article-paragraph: Κάτω ἀπὸ τὴν ἐπιμέλεια τοῦ μουσικοσυνθέτη ἐκτελεῖται ἡ σειρὰ τῶν νέων ἑλληνικῶν τραγουδιῶν. <box>1090 380 1326 400</box>
list-item: ΚΑΒΑΛΑ: «Ἡ πόλη τῶν ἀνέμων» <box>888 1094 1002 1103</box>
lecture-title: ΤΟΥ Κ. ΓΡ. ΚΑΛΟΤΕΡΑΚΗ <box>1377 391 1506 402</box>
column-shows <box>888 131 1081 2299</box>
population-text: Ὁ πληθυσμὸς τῆς Θεσσαλονίκης χθὲς αὐξήθηκε κατὰ 24 γεννήσεις, ἔναντι 11 θανάτων. <box>278 716 414 741</box>
article-paragraph: Ἐὰν τὸ θέατρο μὲ τὸ τελευταῖο ἔργο του ἐπιστρέφει στὴν παράδοση, ἡ παράσταση ἀποδεικνύεται ἐπιτυχημένη. Ὁ σκηνοθέτης ἀποδίδει μὲ εὐαισθησία τοὺς χαρακτῆρες. <box>1090 208 1326 235</box>
section-subtitle: «Σύγχρονη τέχνη» <box>1162 601 1254 612</box>
suburbs-header: Συνοικιῶν <box>957 825 1012 835</box>
novel-paragraph: Φαίνεται πὼς ἐκεῖνο τὸ βράδυ ὁ οὐρανὸς εἶχε σκοτεινιάσει νωρίτερα. Ὁ Δόκτωρ κάθισε στὸ γραφεῖο του καὶ ἄνοιξε τὸν φάκελο. <box>1090 1539 1314 1566</box>
down-header: ΚΑΘΕΤΩΣ: <box>589 1188 642 1198</box>
problem-answer-label: Η ΛΥΣΙΣ ΤΟΥ ΧΘΕΣΙΝΟΥ <box>298 539 394 549</box>
lecture-title: ΤΟΥ Κ. Γ. ΚΟΥΒΕΛΑ <box>1392 475 1492 485</box>
pharmacies-header: ΤΑ ΦΑΡΜΑΚΕΙΑ <box>278 555 414 579</box>
column-letters-arts <box>1090 131 1326 1436</box>
masthead <box>420 65 1553 129</box>
article-paragraph: ΚΥΝΗΓΟΣ... σκαριφὼν στρατηγὸς περὶ τοῦ κ. Κουφοπέτου προέρχεται ἀπὸ τὸ κόμμα τῆς Ἑνώσεως Κέντρου. <box>424 260 647 278</box>
cinemas-header: ΟΙ ΚΙΝΗΜΑΤΟΓΡΑΦΟΙ <box>888 220 1081 241</box>
list-item: ΜΗΤΡΟΠΟΛΑ (Καλαμαριά): «Ὁ θρύλος» <box>888 972 1031 981</box>
list-item: ΗΡΑ (Τηλ. 47-136): «Θρῦλος τοῦ Κάρλος» <box>888 664 1036 673</box>
article-paragraph: ΟΜΙΛΙΑ ἐπέτρεψεν ὁ κ. Ροδόπουλος διὰ τὸ Παλαιὸ Κόμμα καὶ τὸ ἀμεσὸ μέλλον τῆς χώρας. <box>424 304 647 323</box>
lecture-text: Σήμερον τὴν 7.30 μ.μ. εἰς τὴν αἴθουσα τῆς Ἑταιρείας. <box>1336 304 1538 314</box>
masthead-title <box>420 71 1553 124</box>
article-signature: Ο ΒΟΣΚΟΣ <box>221 513 269 524</box>
article-paragraph: ΚΥΚΛΟΦΟΡΗΣ εἶναι ὁτι εἰς τὰ παρασκήνια τῆς Βουλῆς πληροφορεῖται ἡ ἀκόλουθη ἐκλογική κίνηση. <box>424 207 647 226</box>
column-politics <box>424 131 879 926</box>
